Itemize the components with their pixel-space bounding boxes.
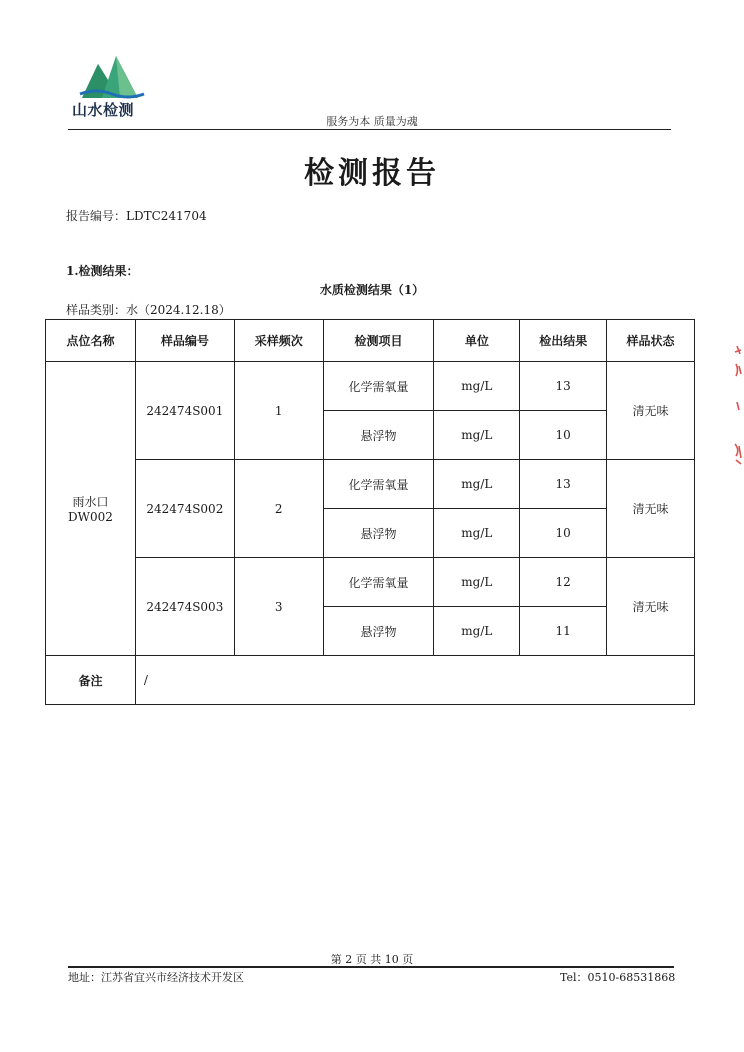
remark-value: / [135, 656, 694, 705]
unit-cell: mg/L [434, 509, 520, 558]
item-name-cell: 化学需氧量 [323, 558, 434, 607]
location-cell [46, 362, 136, 656]
sample-type: 样品类别：水（2024.12.18） [66, 303, 231, 317]
footer-divider [68, 966, 674, 968]
table-header-cell: 采样频次 [234, 320, 323, 362]
table-row [46, 362, 695, 411]
unit-cell: mg/L [434, 607, 520, 656]
document-title: 检测报告 [304, 156, 440, 191]
sample-id-cell: 242474S001 [135, 362, 234, 460]
section-heading: 1.检测结果： [66, 264, 139, 278]
table-header-cell: 检出结果 [520, 320, 607, 362]
table-header-cell: 点位名称 [46, 320, 136, 362]
unit-cell: mg/L [434, 558, 520, 607]
item-name-cell: 悬浮物 [323, 509, 434, 558]
table-header-cell: 单位 [434, 320, 520, 362]
item-name-cell: 悬浮物 [323, 607, 434, 656]
state-cell: 清无味 [607, 460, 695, 558]
table-row [46, 460, 695, 509]
page-indicator: 第 2 页 共 10 页 [330, 953, 414, 966]
result-cell: 13 [520, 362, 607, 411]
result-cell: 12 [520, 558, 607, 607]
results-table [45, 319, 695, 705]
frequency-cell: 3 [234, 558, 323, 656]
header-slogan: 服务为本 质量为魂 [326, 115, 418, 128]
location-name: 雨水口 [72, 495, 109, 509]
remark-label: 备注 [46, 656, 136, 705]
table-header-row [46, 320, 695, 362]
unit-cell: mg/L [434, 411, 520, 460]
result-cell: 11 [520, 607, 607, 656]
table-row [46, 558, 695, 607]
result-cell: 13 [520, 460, 607, 509]
table-header-cell: 样品编号 [135, 320, 234, 362]
unit-cell: mg/L [434, 362, 520, 411]
table-header-cell: 样品状态 [607, 320, 695, 362]
frequency-cell: 2 [234, 460, 323, 558]
header-divider [68, 129, 671, 130]
frequency-cell: 1 [234, 362, 323, 460]
state-cell: 清无味 [607, 362, 695, 460]
seal-stamp [727, 340, 744, 480]
remark-row [46, 656, 695, 705]
table-header-cell: 检测项目 [323, 320, 434, 362]
result-cell: 10 [520, 411, 607, 460]
sample-id-cell: 242474S002 [135, 460, 234, 558]
sample-id-cell: 242474S003 [135, 558, 234, 656]
table-caption: 水质检测结果（1） [319, 283, 425, 297]
state-cell: 清无味 [607, 558, 695, 656]
footer-address: 地址：江苏省宜兴市经济技术开发区 [68, 971, 244, 984]
result-cell: 10 [520, 509, 607, 558]
item-name-cell: 悬浮物 [323, 411, 434, 460]
unit-cell: mg/L [434, 460, 520, 509]
report-number: 报告编号：LDTC241704 [66, 209, 207, 223]
item-name-cell: 化学需氧量 [323, 362, 434, 411]
location-code: DW002 [68, 510, 113, 524]
footer-tel: Tel：0510-68531868 [560, 971, 676, 984]
item-name-cell: 化学需氧量 [323, 460, 434, 509]
logo-text: 山水检测 [72, 101, 135, 119]
